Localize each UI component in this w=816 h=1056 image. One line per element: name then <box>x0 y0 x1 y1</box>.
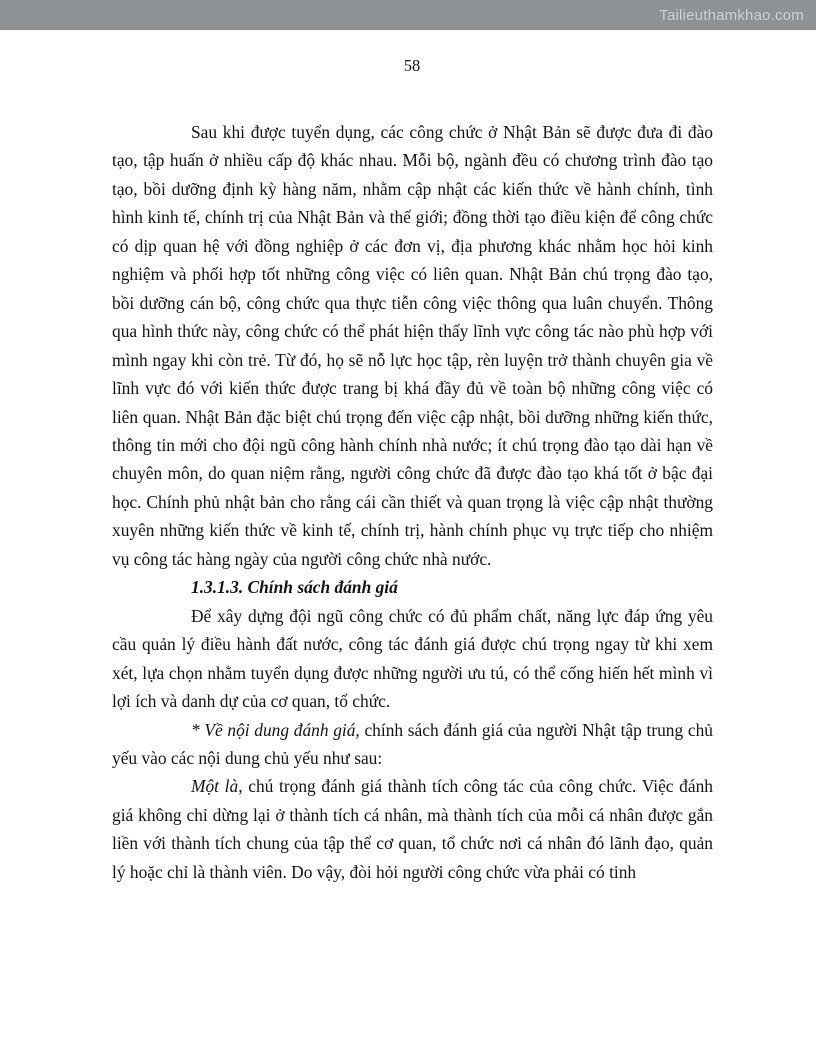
paragraph-evaluation-content <box>112 716 713 773</box>
watermark-band <box>0 0 816 30</box>
evaluation-content-rest: chính sách đánh giá của người Nhật tập trung chủ yếu vào các nội dung chủ yếu như sau: <box>112 719 713 768</box>
paragraph-training-policy: Sau khi được tuyển dụng, các công chức ở Nhật Bản sẽ được đưa đi đào tạo, tập huấn ở nhiều cấp độ khác nhau. Mỗi bộ, ngành đều có chương trình đào tạo tạo, bồi dưỡng định kỳ hàng năm, nhằm cập nhật các kiến thức về hành chính, tình hình kinh tế, chính trị của Nhật Bản và thế giới; đồng thời tạo điều kiện để công chức có dịp quan hệ với đồng nghiệp ở các đơn vị, địa phương khác nhằm học hỏi kinh nghiệm và phối hợp tốt những công việc có liên quan. Nhật Bản chú trọng đào tạo, bồi dưỡng cán bộ, công chức qua thực tiễn công việc thông qua luân chuyển. Thông qua hình thức này, công chức có thể phát hiện thấy lĩnh vực công tác nào phù hợp với mình ngay khi còn trẻ. Từ đó, họ sẽ nỗ lực học tập, rèn luyện trở thành chuyên gia về lĩnh vực đó với kiến thức được trang bị khá đầy đủ về toàn bộ những công việc có liên quan. Nhật Bản đặc biệt chú trọng đến việc cập nhật, bồi dưỡng những kiến thức, thông tin mới cho đội ngũ công hành chính nhà nước; ít chú trọng đào tạo dài hạn về chuyên môn, do quan niệm rằng, người công chức đã được đào tạo khá tốt ở bậc đại học. Chính phủ nhật bản cho rằng cái cần thiết và quan trọng là việc cập nhật thường xuyên những kiến thức về kinh tế, chính trị, hành chính phục vụ trực tiếp cho nhiệm vụ công tác hàng ngày của người công chức nhà nước. <box>112 122 713 569</box>
first-point-rest: chú trọng đánh giá thành tích công tác của công chức. Việc đánh giá không chỉ dừng lại ở thành tích cá nhân, mà thành tích của mỗi cá nhân được gắn liền với thành tích chung của tập thể cơ quan, tổ chức nơi cá nhân đó lãnh đạo, quản lý hoặc chỉ là thành viên. Do vậy, đòi hỏi người công chức vừa phải có tinh <box>112 776 713 882</box>
watermark-text: Tailieuthamkhao.com <box>659 6 804 24</box>
paragraph-first-point <box>112 772 713 886</box>
document-body <box>112 118 713 886</box>
first-point-lead: Một là, <box>191 776 243 797</box>
evaluation-content-lead: * Về nội dung đánh giá, <box>191 719 360 740</box>
page-number: 58 <box>403 56 421 75</box>
section-heading: 1.3.1.3. Chính sách đánh giá <box>191 577 398 598</box>
paragraph-evaluation-intro: Để xây dựng đội ngũ công chức có đủ phẩm chất, năng lực đáp ứng yêu cầu quản lý điều hành đất nước, công tác đánh giá được chú trọng ngay từ khi xem xét, lựa chọn nhằm tuyển dụng được những người ưu tú, có thể cống hiến hết mình vì lợi ích và danh dự của cơ quan, tổ chức. <box>112 605 713 712</box>
